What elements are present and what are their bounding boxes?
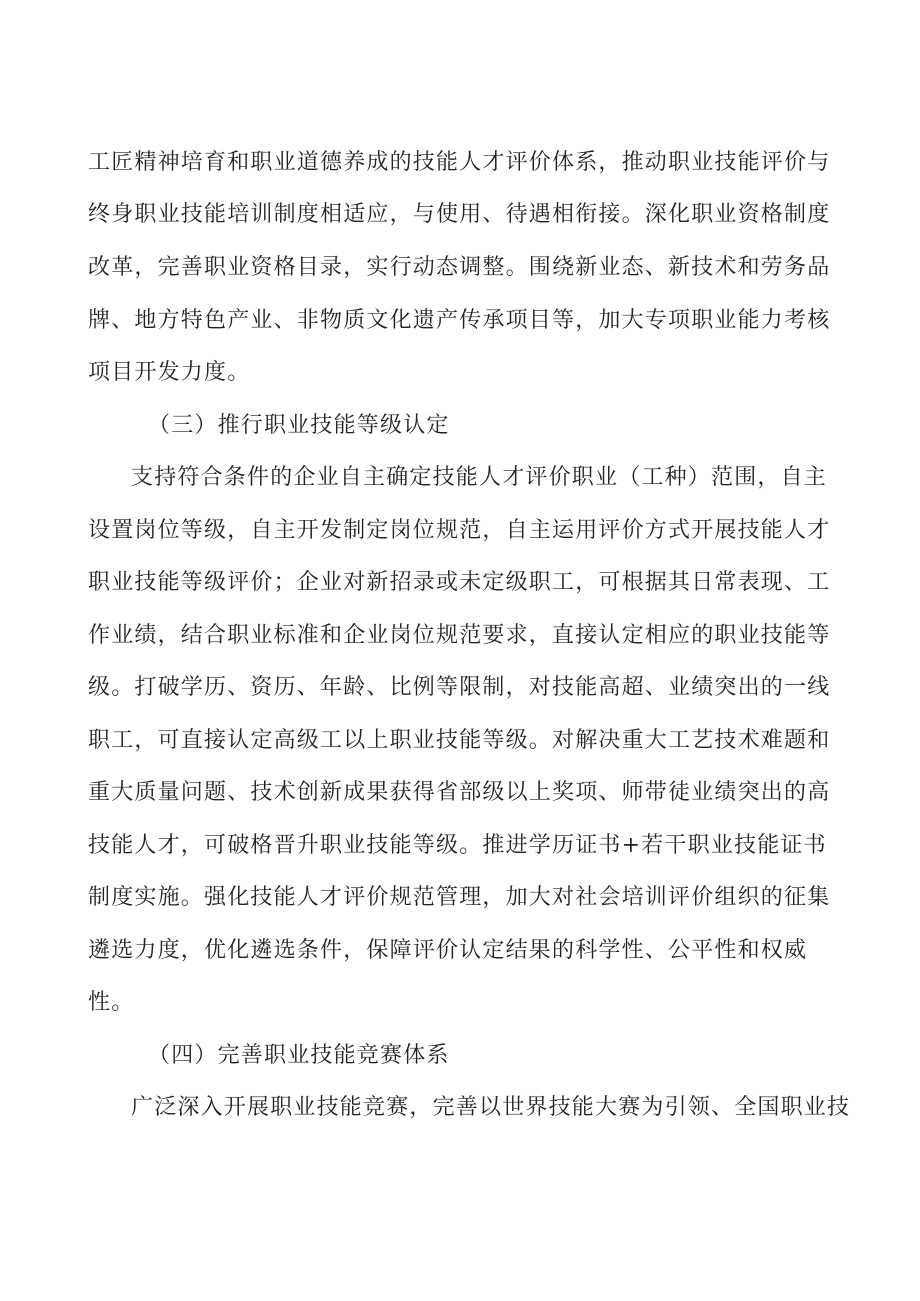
section-heading: （四）完善职业技能竞赛体系 [148,1043,450,1068]
paragraph-line: 技能人才，可破格晋升职业技能等级。推进学历证书+若干职业技能证书 [88,833,827,858]
paragraph-line: 重大质量问题、技术创新成果获得省部级以上奖项、师带徒业绩突出的高 [88,780,831,805]
paragraph-line: 级。打破学历、资历、年龄、比例等限制，对技能高超、业绩突出的一线 [88,675,831,700]
paragraph-line: 设置岗位等级，自主开发制定岗位规范，自主运用评价方式开展技能人才 [88,518,831,543]
section-heading: （三）推行职业技能等级认定 [148,413,450,438]
paragraph-line: 制度实施。强化技能人才评价规范管理，加大对社会培训评价组织的征集 [88,885,831,910]
paragraph-line: 职业技能等级评价；企业对新招录或未定级职工，可根据其日常表现、工 [88,570,831,595]
paragraph-line: 牌、地方特色产业、非物质文化遗产传承项目等，加大专项职业能力考核 [88,308,831,333]
paragraph-line: 终身职业技能培训制度相适应，与使用、待遇相衔接。深化职业资格制度 [88,202,831,227]
paragraph-line: 广泛深入开展职业技能竞赛，完善以世界技能大赛为引领、全国职业技 [131,1095,851,1120]
paragraph-line: 职工，可直接认定高级工以上职业技能等级。对解决重大工艺技术难题和 [88,728,831,753]
paragraph-line: 作业绩，结合职业标准和企业岗位规范要求，直接认定相应的职业技能等 [88,623,831,648]
paragraph-line: 性。 [88,990,135,1015]
paragraph-line: 项目开发力度。 [88,360,251,385]
paragraph-line: 遴选力度，优化遴选条件，保障评价认定结果的科学性、公平性和权威 [88,938,808,963]
paragraph-line: 工匠精神培育和职业道德养成的技能人才评价体系，推动职业技能评价与 [88,150,831,175]
paragraph-line: 支持符合条件的企业自主确定技能人才评价职业（工种）范围，自主 [131,465,828,490]
paragraph-line: 改革，完善职业资格目录，实行动态调整。围绕新业态、新技术和劳务品 [88,255,831,280]
